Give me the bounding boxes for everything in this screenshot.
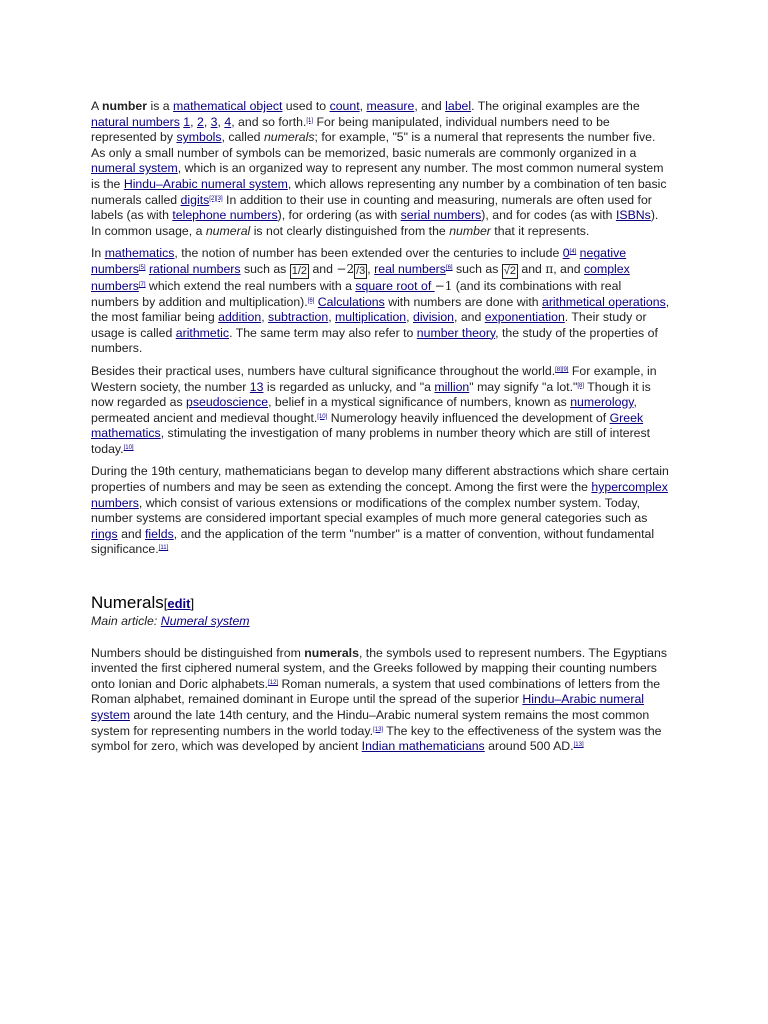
link-13[interactable]: 13 [249, 379, 264, 394]
text: ), for ordering (as with [277, 208, 401, 223]
italic-term: number [449, 223, 491, 238]
text: , the study of the properties of numbers. [91, 325, 658, 356]
text: The key to the effectiveness of the system was the symbol for zero, which was developed by ancient [91, 723, 662, 754]
section-heading [91, 593, 671, 614]
link-rational-numbers[interactable]: rational numbers [148, 261, 241, 276]
link-3[interactable]: 3 [210, 114, 218, 129]
text: such as [452, 261, 502, 276]
text: Numbers should be distinguished from [91, 645, 305, 660]
text: , stimulating the investigation of many problems in number theory which are still of interest today. [91, 426, 651, 456]
citation-ref[interactable] [159, 545, 169, 551]
text: and [117, 526, 146, 541]
text: , [359, 99, 367, 113]
link-calculations[interactable]: Calculations [317, 294, 385, 309]
text: ), and for codes (as with [481, 208, 616, 223]
text: such as [240, 261, 290, 276]
text: ). In common usage, a [91, 208, 659, 238]
citation-link[interactable]: [2][3] [209, 195, 223, 202]
text: In [91, 246, 105, 261]
section-title: Numerals [91, 593, 164, 613]
citation-ref[interactable] [209, 196, 222, 202]
link-serial-numbers[interactable]: serial numbers [400, 208, 482, 223]
link-square-root-of[interactable]: square root of [355, 278, 435, 293]
text: and [309, 261, 337, 276]
citation-ref[interactable] [574, 742, 584, 748]
link-number-theory[interactable]: number theory [416, 325, 496, 340]
link-pseudoscience[interactable]: pseudoscience [186, 395, 269, 410]
link-symbols[interactable]: symbols [176, 130, 222, 145]
text: , [367, 261, 375, 276]
numerals-paragraph [91, 646, 671, 755]
text: , and [454, 310, 485, 325]
text: used to [282, 99, 330, 113]
link-exponentiation[interactable]: exponentiation [484, 310, 565, 325]
citation-ref[interactable] [555, 367, 568, 373]
text: , [406, 310, 413, 325]
mathematics-paragraph [91, 246, 671, 357]
text: For being manipulated, individual numbers need to be represented by [91, 114, 610, 145]
text: , the symbols used to represent numbers. The Egyptians invented the first ciphered numeral system, and the Greeks followed by mapping their counting numbers onto Ionian and Doric alphabets. [91, 645, 667, 691]
text: , [328, 310, 336, 325]
edit-link[interactable]: edit [167, 596, 191, 612]
link-arithmetical-operations[interactable]: arithmetical operations [542, 294, 666, 309]
text: Though it is now regarded as [91, 379, 651, 410]
text: , which consist of various extensions or modifications of the complex number system. Today, number systems are considered important special examples of much more general categories such as [91, 495, 648, 526]
math-minus-one: −1 [434, 278, 453, 293]
text: that it represents. [490, 223, 590, 238]
text: (and its combinations with real numbers by addition and multiplication). [91, 278, 622, 309]
link-rings[interactable]: rings [91, 526, 118, 541]
text: , [203, 114, 211, 129]
text: , the notion of number has been extended over the centuries to include [174, 246, 563, 261]
text: , [217, 114, 225, 129]
math-sqrt-two: √2 [503, 264, 516, 277]
citation-link[interactable]: [13] [373, 726, 384, 733]
text: around the late 14th century, and the Hindu–Arabic numeral system remains the most common system for representing numbers in the world today. [91, 708, 650, 738]
citation-link[interactable]: [12] [268, 679, 279, 686]
citation-link[interactable]: [13] [573, 742, 584, 749]
article-body [91, 99, 671, 762]
text: A [91, 99, 102, 113]
link-million[interactable]: million [434, 379, 470, 394]
link-negative-numbers[interactable]: negative numbers [91, 246, 627, 276]
link-label[interactable]: label [445, 99, 472, 113]
citation-link[interactable]: [10] [123, 444, 134, 451]
link-real-numbers[interactable]: real numbers [374, 261, 446, 276]
bold-term-numerals: numerals [304, 645, 359, 660]
text: Besides their practical uses, numbers have cultural significance throughout the world. [91, 363, 556, 378]
text: and [517, 261, 546, 276]
math-three: /3 [356, 264, 366, 277]
culture-paragraph [91, 364, 671, 458]
edit-section [164, 596, 194, 611]
link-main-article-numeral-system[interactable]: Numeral system [160, 614, 250, 629]
math-minus-two: −2 [336, 261, 355, 276]
link-fields[interactable]: fields [145, 526, 174, 541]
abstraction-paragraph [91, 464, 671, 558]
italic-term: numerals [263, 130, 315, 145]
bold-term-number: number [101, 99, 148, 113]
text: is regarded as unlucky, and "a [263, 379, 435, 394]
text: Roman numerals, a system that used combinations of letters from the Roman alphabet, remained dominant in Europe until the spread of the superior [91, 676, 661, 707]
citation-link[interactable]: [4] [569, 249, 577, 256]
link-division[interactable]: division [412, 310, 454, 325]
text: " may signify "a lot." [469, 379, 578, 394]
text: , belief in a mystical significance of numbers, known as [268, 395, 571, 410]
text: , [190, 114, 197, 129]
link-count[interactable]: count [329, 99, 360, 113]
italic-term: numeral [205, 223, 251, 238]
link-measure[interactable]: measure [366, 99, 415, 113]
link-numeral-system[interactable]: numeral system [91, 161, 178, 176]
citation-ref[interactable] [124, 445, 134, 451]
citation-ref[interactable] [139, 282, 146, 288]
citation-link[interactable]: [8] [577, 382, 585, 389]
link-complex-numbers[interactable]: complex numbers [91, 261, 630, 293]
text: , permeated ancient and medieval thought. [91, 395, 637, 425]
math-one-half: 1/2 [291, 264, 308, 277]
link-isbns[interactable]: ISBNs [615, 208, 651, 223]
math-pi: π [545, 261, 554, 276]
text: is not clearly distinguished from the [250, 223, 450, 238]
link-indian-mathematicians[interactable]: Indian mathematicians [361, 739, 485, 754]
text: which extend the real numbers with a [145, 278, 356, 293]
text: around 500 AD. [484, 739, 574, 754]
hatnote [91, 614, 671, 630]
text: , and the application of the term "number" is a matter of convention, without fundamental significance. [91, 526, 655, 557]
link-greek-mathematics[interactable]: Greek mathematics [91, 410, 644, 441]
link-mathematical-object[interactable]: mathematical object [173, 99, 283, 113]
text: , the most familiar being [91, 294, 670, 325]
link-telephone-numbers[interactable]: telephone numbers [172, 208, 278, 223]
citation-link[interactable]: [7] [138, 281, 146, 288]
link-addition[interactable]: addition [218, 310, 262, 325]
link-subtraction[interactable]: subtraction [268, 310, 329, 325]
text: with numbers are done with [384, 294, 542, 309]
bracket: [ [163, 596, 168, 612]
link-multiplication[interactable]: multiplication [335, 310, 407, 325]
bracket: ] [190, 596, 195, 612]
intro-paragraph [91, 99, 671, 239]
text: , and [553, 261, 584, 276]
citation-ref[interactable] [373, 727, 383, 733]
citation-link[interactable]: [8][9] [555, 366, 569, 373]
citation-link[interactable]: [6] [307, 297, 315, 304]
text: is a [147, 99, 174, 113]
text: , [261, 310, 269, 325]
citation-ref[interactable] [317, 414, 327, 420]
text: Numerology heavily influenced the development of [327, 410, 610, 425]
text: , and [414, 99, 446, 113]
link-arithmetic[interactable]: arithmetic [175, 325, 230, 340]
link-digits[interactable]: digits [180, 192, 210, 207]
link-numerology[interactable]: numerology [570, 395, 634, 410]
link-0[interactable]: 0 [562, 246, 570, 261]
citation-ref[interactable] [139, 265, 146, 271]
text: . The original examples are the [471, 99, 640, 113]
text: , which is an organized way to represent any number. The most common numeral system is the [91, 161, 664, 191]
citation-link[interactable]: [5] [138, 264, 146, 271]
link-2[interactable]: 2 [196, 114, 204, 129]
text: . Their study or usage is called [91, 310, 647, 340]
link-1[interactable]: 1 [183, 114, 191, 129]
link-natural-numbers[interactable]: natural numbers [91, 114, 180, 129]
link-4[interactable]: 4 [224, 114, 232, 129]
text: , which allows representing any number by a combination of ten basic numerals called [91, 176, 667, 207]
citation-link[interactable]: [1] [306, 117, 314, 124]
hatnote-label: Main article: [91, 614, 161, 629]
citation-link[interactable]: [6] [445, 264, 453, 271]
text: ; for example, "5" is a numeral that represents the number five. As only a small number of symbols can be memorized, basic numerals are commonly organized in a [91, 130, 656, 160]
text: , and so forth. [231, 114, 307, 129]
citation-link[interactable]: [11] [158, 545, 169, 552]
link-hindu-arabic-numeral-system[interactable]: Hindu–Arabic numeral system [91, 692, 645, 722]
text: , called [221, 130, 264, 145]
link-mathematics[interactable]: mathematics [104, 246, 175, 261]
text: During the 19th century, mathematicians began to develop many different abstractions which share certain properties of numbers and may be seen as extending the concept. Among the first were the [91, 464, 669, 495]
citation-ref[interactable] [268, 680, 278, 686]
text: For example, in Western society, the number [91, 363, 657, 394]
link-hindu-arabic-numeral-system[interactable]: Hindu–Arabic numeral system [123, 176, 288, 191]
citation-link[interactable]: [10] [317, 413, 328, 420]
text: In addition to their use in counting and measuring, numerals are often used for labels (as with [91, 192, 652, 223]
citation-ref[interactable] [446, 265, 453, 271]
text: . The same term may also refer to [229, 325, 417, 340]
link-hypercomplex-numbers[interactable]: hypercomplex numbers [91, 480, 668, 510]
